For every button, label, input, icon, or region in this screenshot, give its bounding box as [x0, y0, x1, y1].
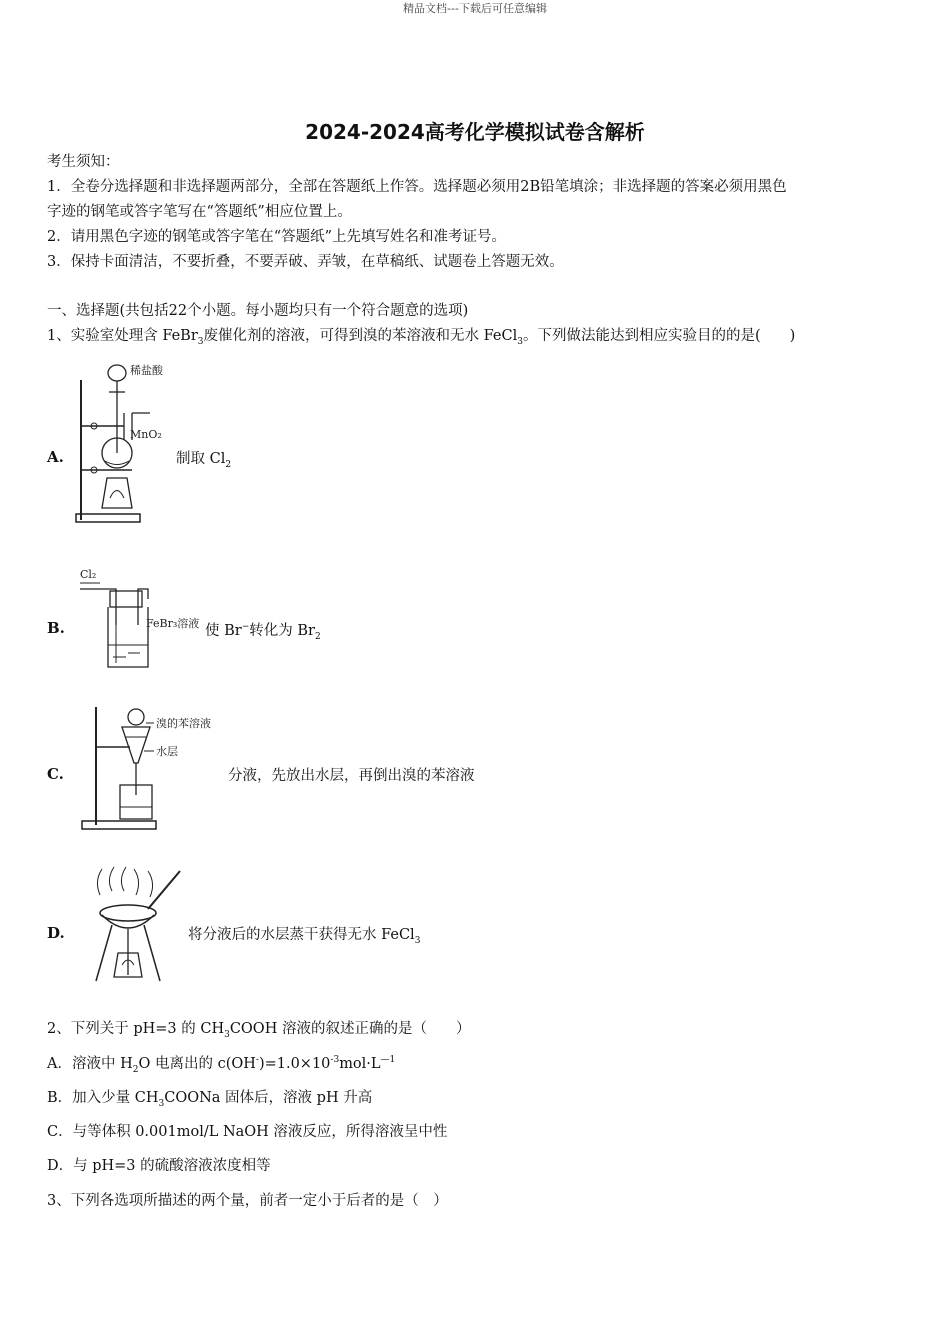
q2-option-a: A．溶液中 $H_2O$ 电离出的 $c(OH^-)=1.0\times 10^{-3}mol\cdot L^{—1}$ [47, 1055, 396, 1075]
q1-option-a-label: A. [47, 448, 64, 466]
q1-b-label-cl2: Cl₂ [80, 568, 97, 581]
q2-option-b: B．加入少量 $CH_3COONa$ 固体后，溶液 pH 升高 [47, 1090, 373, 1109]
notice-heading: 考生须知： [47, 154, 120, 170]
q1-c-label-benzene: 溴的苯溶液 [156, 717, 211, 730]
q3-stem: 3、下列各选项所描述的两个量，前者一定小于后者的是（ ） [47, 1193, 448, 1209]
notice-line-2: 2．请用黑色字迹的钢笔或答字笔在“答题纸”上先填写姓名和准考证号。 [47, 229, 507, 245]
notice-line-1a: 1．全卷分选择题和非选择题两部分，全部在答题纸上作答。选择题必须用2B铅笔填涂；非选择题的答案必须用黑色 [47, 179, 787, 195]
q1-option-b-label: B. [47, 619, 65, 637]
q1-option-c-apparatus [78, 703, 228, 835]
q1-option-a-apparatus [72, 358, 182, 526]
q1-option-d-text: 将分液后的水层蒸干获得无水 FeCl$_3$ [188, 927, 421, 946]
q1-c-label-water: 水层 [156, 745, 178, 758]
q1-option-d-apparatus [90, 865, 185, 995]
q1-option-b-text: 使 Br−转化为 $Br_2$ [205, 622, 321, 642]
q1-a-label-mno2: MnO₂ [130, 428, 162, 441]
notice-line-3: 3．保持卡面清洁，不要折叠，不要弄破、弄皱，在草稿纸、试题卷上答题无效。 [47, 254, 564, 270]
section-heading: 一、选择题(共包括22个小题。每小题均只有一个符合题意的选项) [47, 303, 469, 319]
q1-option-c-text: 分液，先放出水层，再倒出溴的苯溶液 [228, 768, 475, 784]
q1-stem: 1、实验室处理含 FeBr$_3$废催化剂的溶液，可得到溴的苯溶液和无水 FeCl$_3$。下列做法能达到相应实验目的的是( ) [47, 328, 796, 347]
q2-stem: 2、下列关于 pH=3 的 $CH_3COOH$ 溶液的叙述正确的是（ ） [47, 1021, 471, 1040]
q2-option-c: C．与等体积 0.001mol/L NaOH 溶液反应，所得溶液呈中性 [47, 1124, 448, 1140]
notice-line-1b: 字迹的钢笔或答字笔写在“答题纸”相应位置上。 [47, 204, 352, 220]
q1-option-d-label: D. [47, 924, 65, 942]
q2-option-d: D．与 pH=3 的硫酸溶液浓度相等 [47, 1158, 271, 1174]
q1-a-label-acid: 稀盐酸 [130, 364, 163, 377]
q1-option-c-label: C. [47, 765, 64, 783]
q1-option-b-apparatus [78, 565, 204, 675]
q1-b-label-febr3: FeBr₃溶液 [146, 617, 200, 630]
page-title: 2024-2024高考化学模拟试卷含解析 [305, 120, 645, 144]
page-header: 精品文档---下载后可任意编辑 [403, 2, 547, 15]
q1-option-a-text: 制取 $Cl_2$ [176, 451, 232, 470]
